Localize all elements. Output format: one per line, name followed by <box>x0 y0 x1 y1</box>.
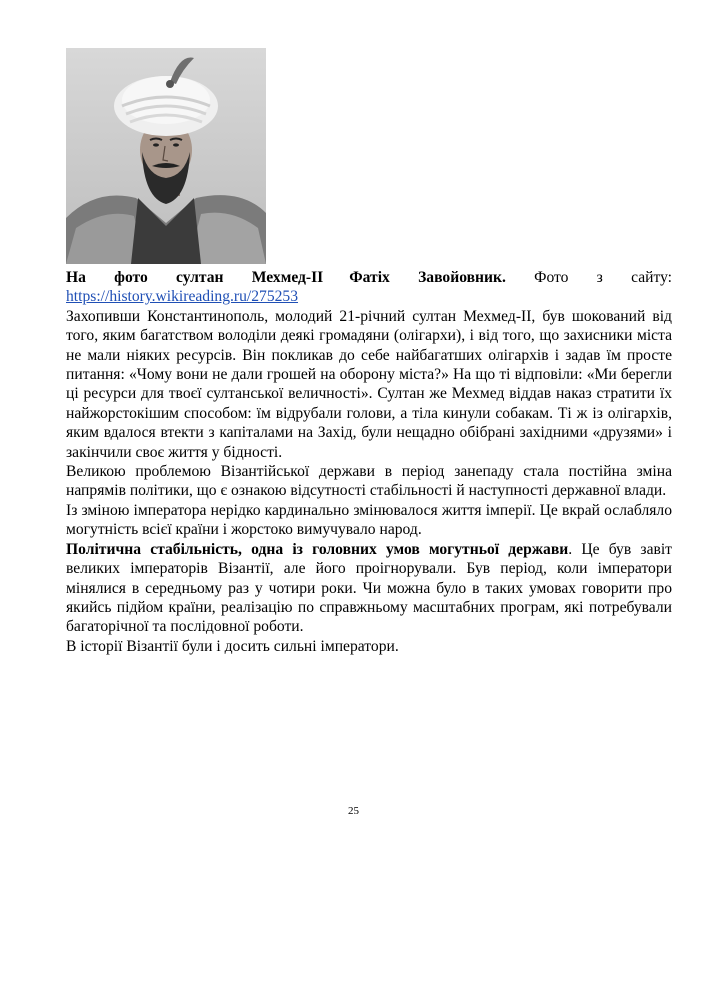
source-link[interactable]: https://history.wikireading.ru/275253 <box>66 288 299 306</box>
paragraph-3: Із зміною імператора нерідко кардинально змінювалося життя імперії. Це вкрай ослабляло могутність всієї країни і жорстоко вимучувало народ. <box>66 501 672 539</box>
paragraph-5: В історії Візантії були і досить сильні імператори. <box>66 637 399 655</box>
photo-caption <box>66 268 672 307</box>
paragraph-4-bold: Політична стабільність, одна із головних умов могутньої держави <box>66 540 569 558</box>
caption-title: На фото султан Мехмед-II <box>66 269 324 286</box>
caption-source: Фото з сайту: <box>505 269 672 286</box>
paragraph-4-rest: . Це був завіт великих імператорів Візантії, але його проігнорували. Був період, коли імператори мінялися в середньому раз у чотири роки. Чи можна було в таких умовах говорити про якийсь підйом країни, реалізацію по справжньому масштабних програм, які потребували багаторічної та послідовної роботи. <box>66 540 672 636</box>
document-body <box>66 268 672 656</box>
sultan-portrait-image <box>66 48 266 264</box>
portrait-photo <box>66 48 266 264</box>
paragraph-2: Великою проблемою Візантійської держави в період занепаду стала постійна зміна напрямів політики, що є ознакою відсутності стабільності й наступності державної влади. <box>66 463 672 500</box>
paragraph-4 <box>66 540 672 637</box>
page-number: 25 <box>348 805 359 817</box>
caption-subtitle: Фатіх Завойовник. <box>349 269 506 286</box>
paragraph-1: Захопивши Константинополь, молодий 21-річний султан Мехмед-II, був шокований від того, яким багатством володіли деякі громадяни (олігархи), і від того, що захисники міста не мали ніяких ресурсів. Він покликав до себе найбагатших олігархів і задав їм просте питання: «Чому вони не дали грошей на оборону міста?» На що ті відповіли: «Ми берегли ці ресурси для твоєї султанської величності». Султан же Мехмед віддав наказ стратити їх найжорстокішим способом: їм відрубали голови, а тіла кинули собакам. Ті ж із олігархів, яким вдалося втекти з капіталами на Захід, були нещадно обібрані західними «друзями» і закінчили своє життя у бідності. <box>66 307 672 461</box>
